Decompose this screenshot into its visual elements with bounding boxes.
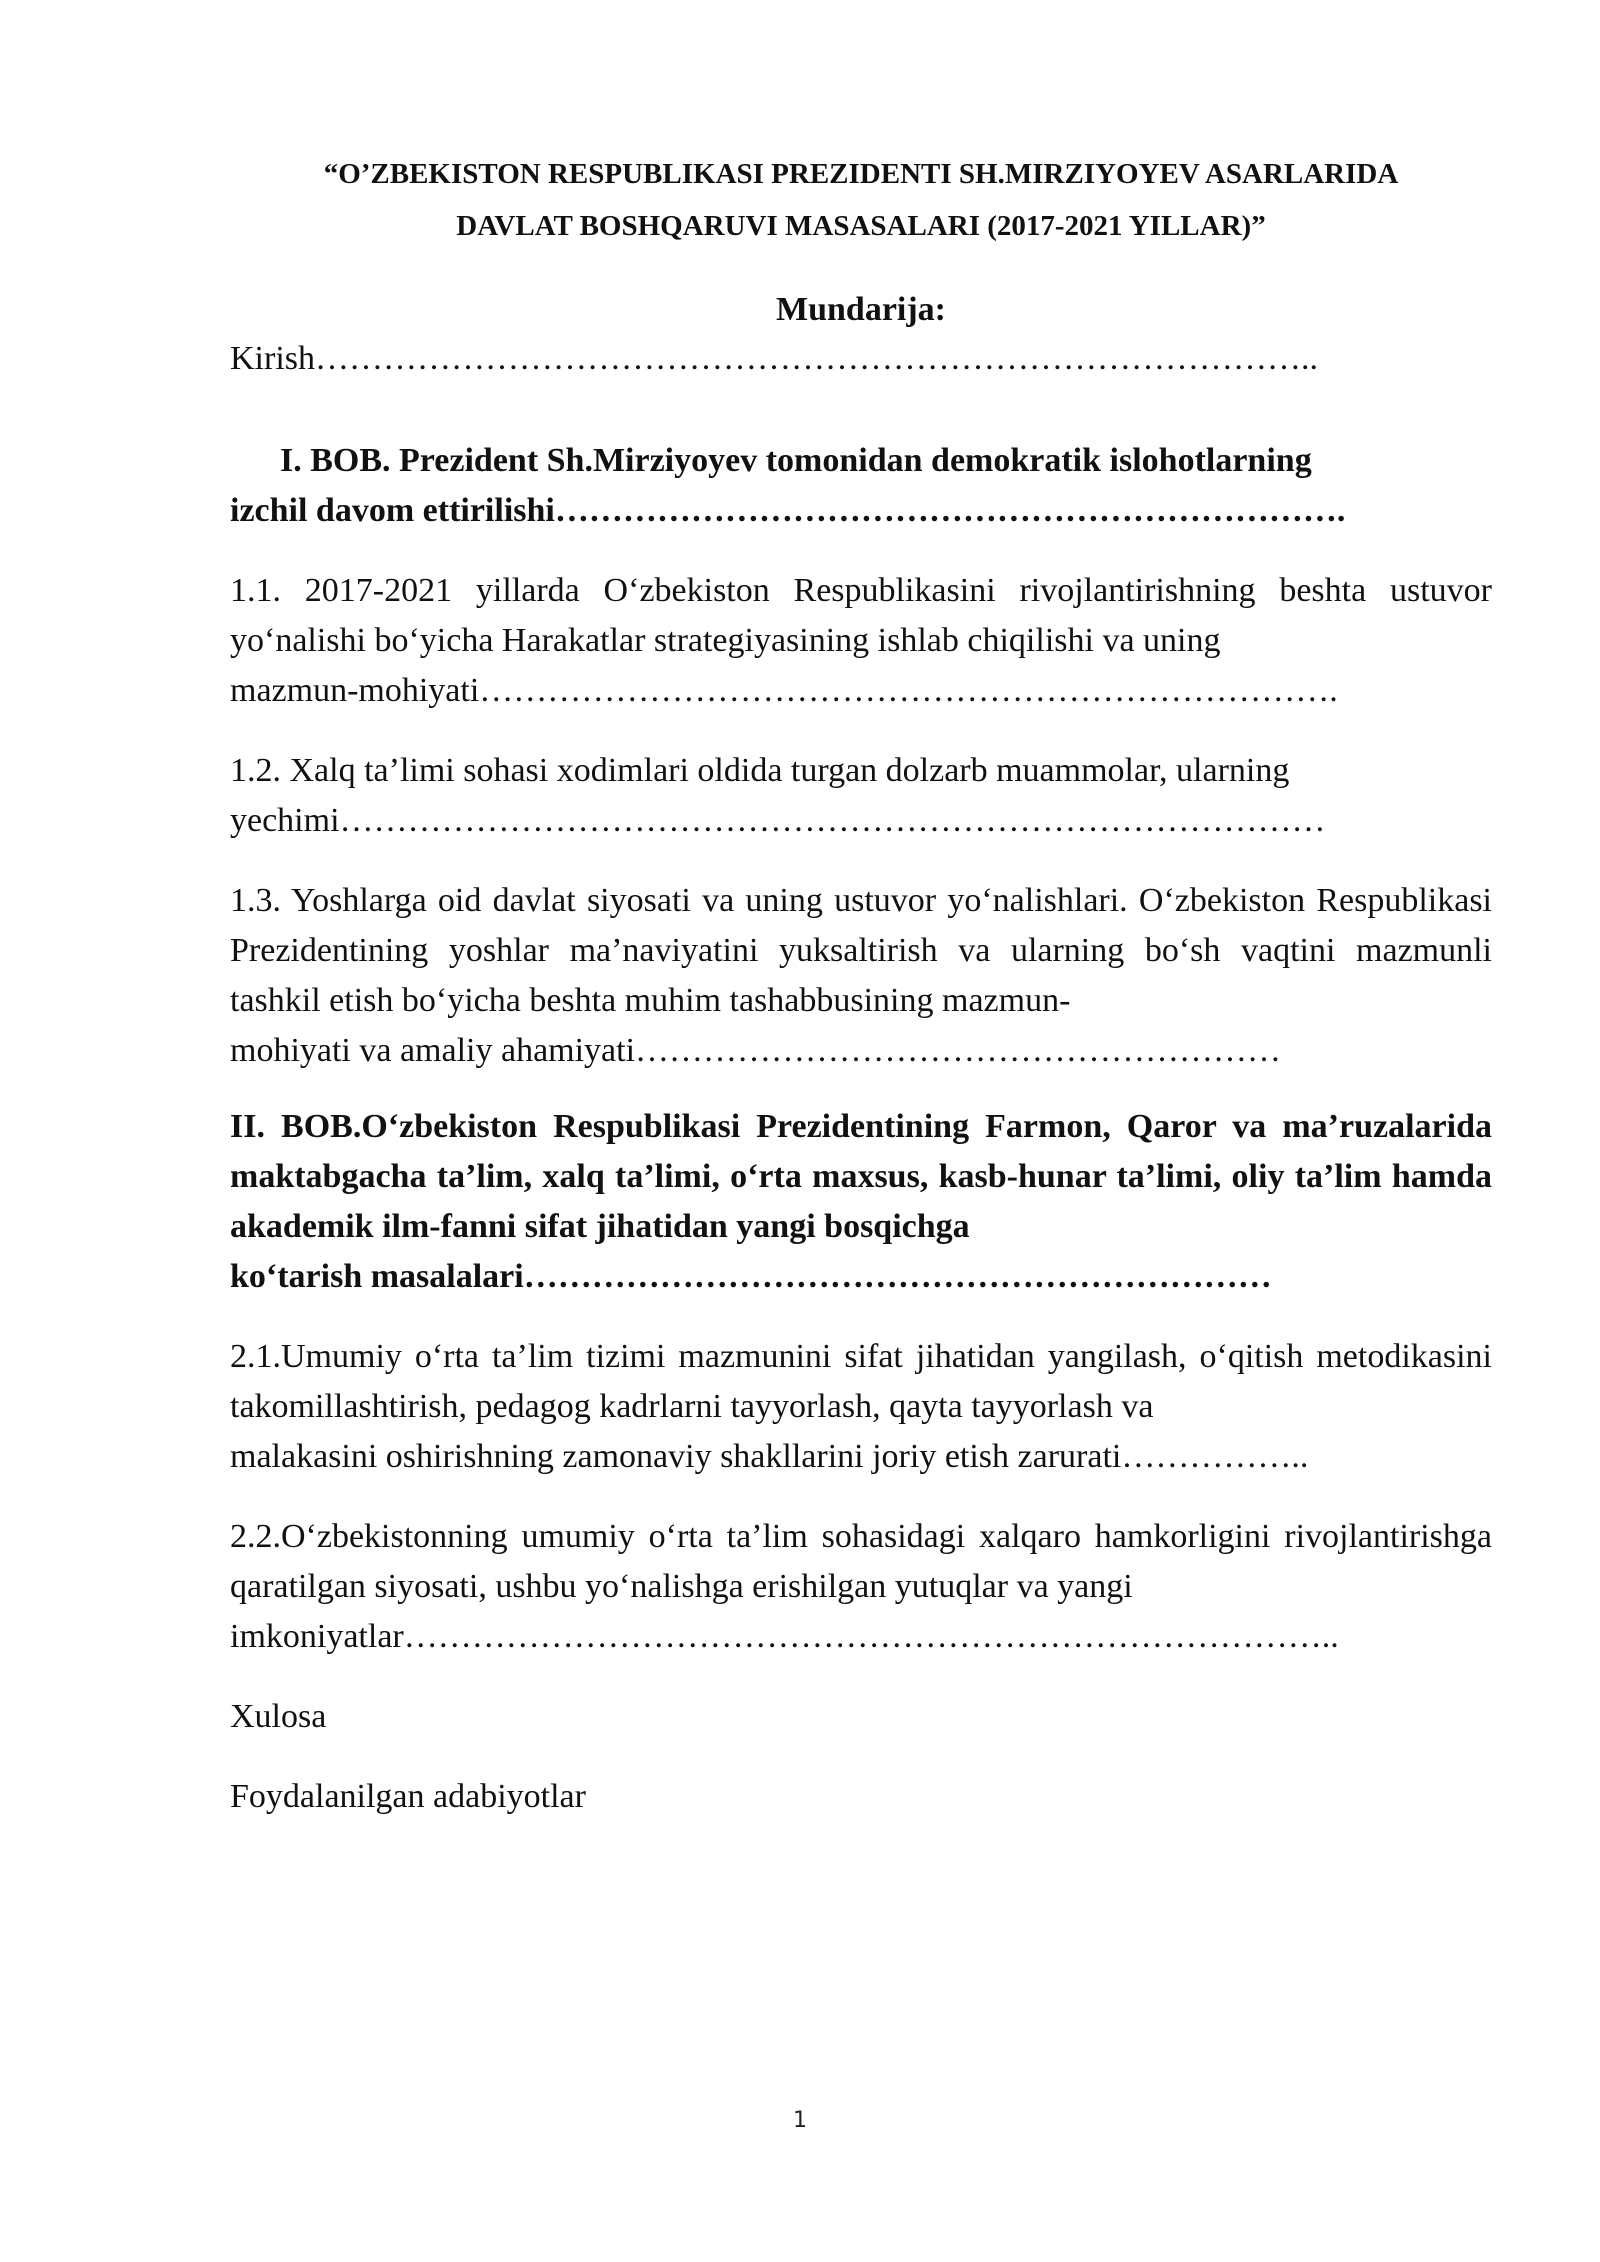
toc-entry-last-line: mazmun-mohiyati…………………………………………………………………. [230,672,1338,709]
toc-entry-text: Foydalanilgan adabiyotlar [230,1778,586,1815]
document-title-line-2: DAVLAT BOSHQARUVI MASASALARI (2017-2021 YILLAR)” [456,210,1266,242]
page-number: 1 [793,2108,807,2133]
toc-entry-last-line: yechimi…………………………………………………………………………… [230,802,1326,839]
toc-entry-foydalanilgan-adabiyotlar [230,1772,1492,1822]
toc-entry-2-1 [230,1332,1492,1482]
toc-entry-text: 1.3. Yoshlarga oid davlat siyosati va uning ustuvor yo‘nalishlari. O‘zbekiston Respublikasi Prezidentining yoshlar ma’naviyatini yuksaltirish va ularning bo‘sh vaqtini mazmunli tashkil etish bo‘yicha beshta muhim tashabbusining mazmun- [230,882,1492,1019]
toc-entry-xulosa [230,1692,1492,1742]
toc-entry-last-line: imkoniyatlar……………………………………………………………………….. [230,1618,1339,1655]
toc-entry-text: I. BOB. Prezident Sh.Mirziyoyev tomonidan demokratik islohotlarning [280,442,1312,479]
toc-entry-text: 1.1. 2017-2021 yillarda O‘zbekiston Respublikasini rivojlantirishning beshta ustuvor yo‘nalishi bo‘yicha Harakatlar strategiyasining ishlab chiqilishi va uning [230,572,1492,659]
document-title [230,148,1492,252]
toc-entry-text: 2.1.Umumiy o‘rta ta’lim tizimi mazmunini sifat jihatidan yangilash, o‘qitish metodikasini takomillashtirish, pedagog kadrlarni tayyorlash, qayta tayyorlash va [230,1338,1492,1425]
toc-entry-last-line: malakasini oshirishning zamonaviy shakllarini joriy etish zarurati…………….. [230,1438,1309,1475]
toc-entry-chapter-2 [230,1102,1492,1302]
toc-entry-text: Kirish…………………………………………………………………………….. [230,340,1318,377]
toc-entry-text: II. BOB.O‘zbekiston Respublikasi Prezidentining Farmon, Qaror va ma’ruzalarida maktabgacha ta’lim, xalq ta’limi, o‘rta maxsus, kasb-hunar ta’limi, oliy ta’lim hamda akademik ilm-fanni sifat jihatidan yangi bosqichga [230,1108,1492,1245]
toc-entry-last-line: mohiyati va amaliy ahamiyati………………………………………………… [230,1032,1282,1069]
toc-entry-last-line: izchil davom ettirilishi……………………………………………………………. [230,492,1346,529]
toc-entry-text: Xulosa [230,1698,327,1735]
toc-entry-2-2 [230,1512,1492,1662]
toc-entry-1-3 [230,876,1492,1076]
toc-entry-text: 2.2.O‘zbekistonning umumiy o‘rta ta’lim sohasidagi xalqaro hamkorligini rivojlantirishga qaratilgan siyosati, ushbu yo‘nalishga erishilgan yutuqlar va yangi [230,1518,1492,1605]
toc-entry-last-line: ko‘tarish masalalari………………………………………………………… [230,1258,1272,1295]
toc-entry-kirish [230,334,1492,384]
toc-heading: Mundarija: [776,291,946,328]
toc-entry-chapter-1 [230,436,1492,536]
toc-entry-1-1 [230,566,1492,716]
toc-entry-1-2 [230,746,1492,846]
document-content [230,148,1492,1822]
toc-entry-text: 1.2. Xalq ta’limi sohasi xodimlari oldida turgan dolzarb muammolar, ularning [230,752,1290,789]
document-title-line-1: “O’ZBEKISTON RESPUBLIKASI PREZIDENTI SH.MIRZIYOYEV ASARLARIDA [323,158,1399,190]
